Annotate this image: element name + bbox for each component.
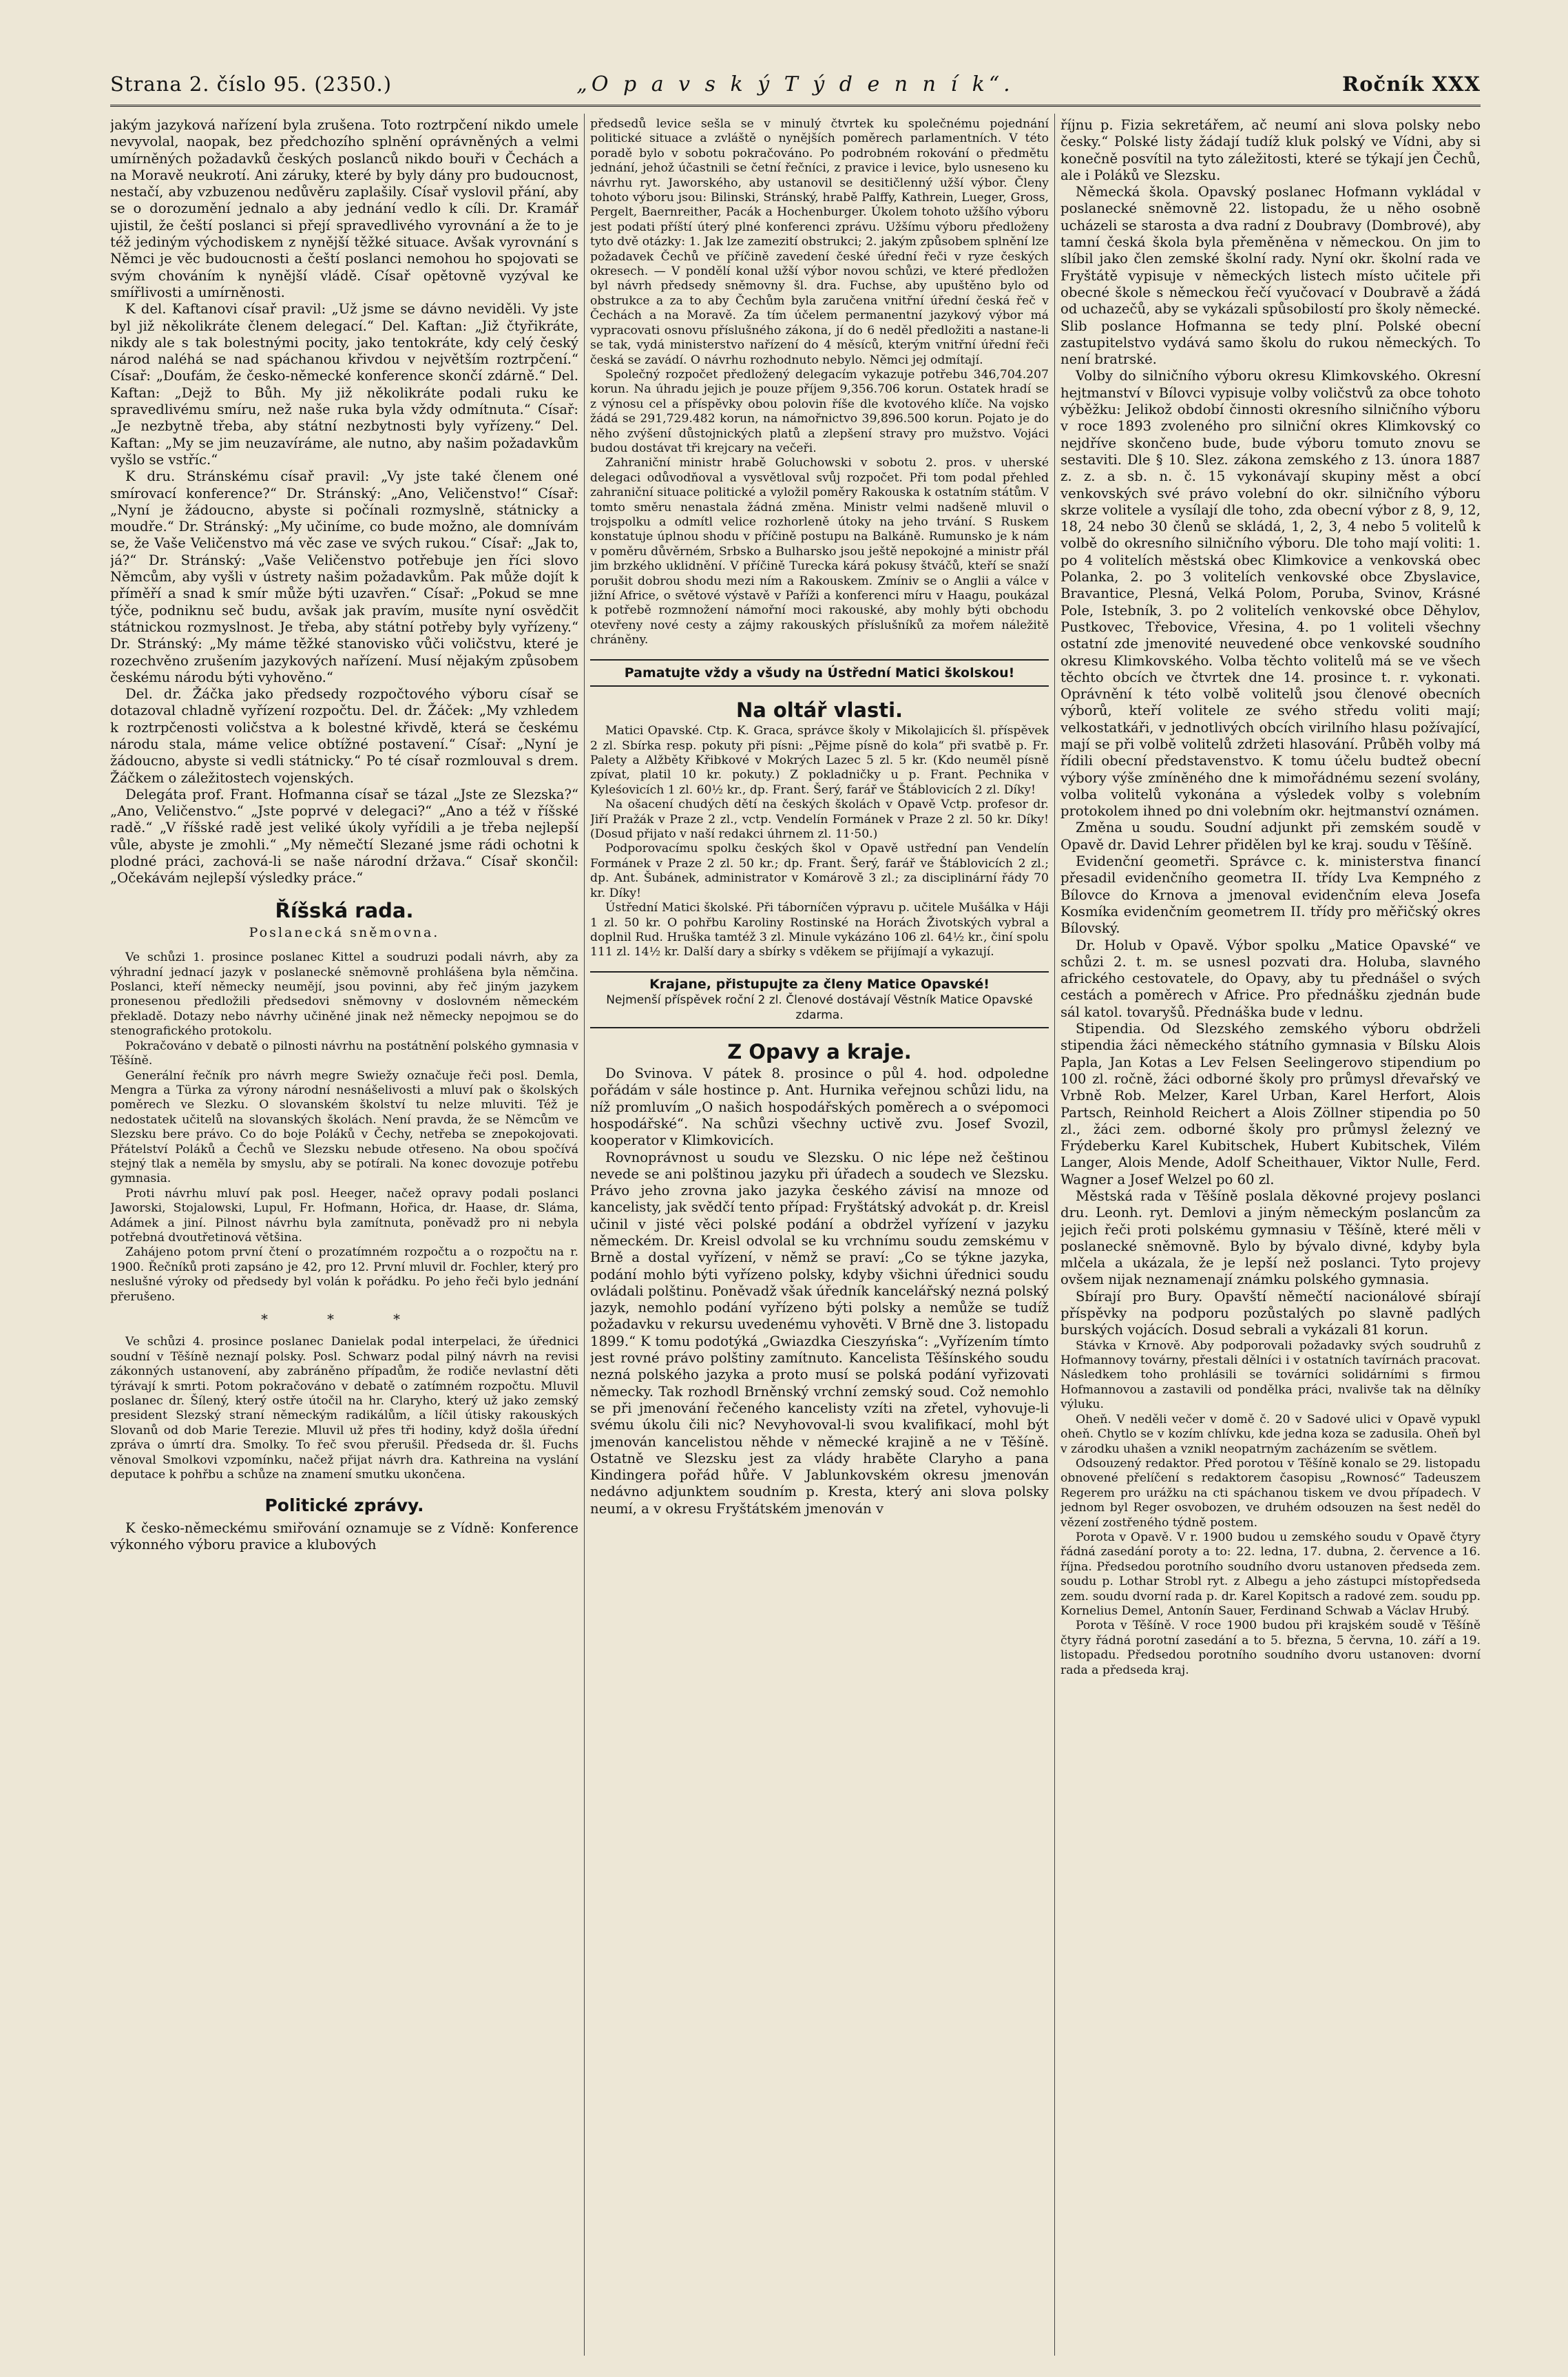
- paragraph: K del. Kaftanovi císař pravil: „Už jsme se dávno neviděli. Vy jste byl již několikráte členem delegací.“ Del. Kaftan: „Již čtyřikráte, nikdy ale s tak bolestnými pocity, jako tentokráte, kdy celý český národ naléhá se nad spáchanou křivdou v největším roztrpčení.“ Císař: „Doufám, že česko-německé konference skončí zdárně.“ Del. Kaftan: „Dejž to Bůh. My již několikráte podali ruku ke spravedlivému smíru, než naše ruka byla vždy odmítnuta.“ Císař: „Je nezbytně třeba, aby státní nezbytnosti byly vyřízeny.“ Del. Kaftan: „My se jim neuzavíráme, ale nutno, aby našim požadavkům vyšlo se vstříc.“: [110, 301, 578, 468]
- section-heading: Politické zprávy.: [264, 1495, 424, 1516]
- paragraph: Rovnoprávnost u soudu ve Slezsku. O nic lépe než češtinou nevede se ani polštinou jazyku při úřadech a soudech ve Slezsku. Právo jeho zrovna jako jazyka českého závisí na mnoze od kancelisty, jak svědčí tento případ: Fryštátský advokát p. dr. Kreisl učinil v jisté věci polské podání a obdržel vyřízení v jazyku německém. Dr. Kreisl odvolal se ku vrchnímu soudu zemskému v Brně a dostal vyřízení, v němž se praví: „Co se týkne jazyka, podání mohlo býti vyřízeno polsky, kdyby všichni úřednici soudu ovládali polštinu. Poněvadž však úředník kancelářský nezná polský jazyk, nemohlo podání vyřízeno býti polsky a nemůže se tudíž požadavku v rekursu uvedenému vyhověti. V Brně dne 3. listopadu 1899.“ K tomu podotýká „Gwiazdka Cieszyńska“: „Vyřízením tímto jest rovné právo polštiny zamítnuto. Kancelista Těšínského soudu nezná polského jazyka a proto musí se polská podání vyřizovati německy. Tak rozhodl Brněnský vrchní zemský soud. Což nemohlo se při jmenování řečeného kancelisty vzíti na zřetel, vyhovuje-li svému úkolu čili nic? Nevyhovoval-li svou kvalifikací, mohl být jmenován kancelistou něhde v německé krajině a ne v Těšíně. Ostatně ve Slezsku jest za vlády hraběte Claryho a pana Kindingera pořád hůře. V Jablunkovském okresu jmenován nedávno adjunktem soudním p. Kresta, který ani slova polsky neumí, a v okresu Fryštátském jmenován v: [590, 1149, 1049, 1517]
- paragraph: Proti návrhu mluví pak posl. Heeger, načež opravy podali poslanci Jaworski, Stojalowski, Lupul, Fr. Hofmann, Hořica, dr. Haase, dr. Sláma, Adámek a jiní. Pilnost návrhu byla zamítnuta, poněvadž pro ni nebyla potřebná dvoutřetinová většina.: [110, 1186, 578, 1245]
- section-heading: Říšská rada.: [275, 898, 414, 922]
- header-rule: [110, 105, 1481, 107]
- paragraph: K dru. Stránskému císař pravil: „Vy jste také členem oné smírovací konference?“ Dr. Stránský: „Ano, Veličenstvo!“ Císař: „Nyní je žádoucno, abyste si počínali rozmyslně, státnicky a moudře.“ Dr. Stránský: „My učiníme, co bude možno, ale domnívám se, že Vaše Veličenstvo má věc zase ve svých rukou.“ Císař: „Jak to, já?“ Dr. Stránský: „Vaše Veličenstvo potřebuje jen říci slovo Němcům, aby vyšli v ústrety našim požadavkům. Pak může dojít k příměří a snad k smír může býti uzavřen.“ Císař: „Pokud se mne týče, podniknu seč budu, avšak jak pravím, musíte nyní osvědčit státnickou rozmyslnost. Je třeba, aby státní potřeby byly vyřízeny.“ Dr. Stránský: „My máme těžké stanovisko vůči voličstvu, které je rozechvěno zrušením jazykových nařízení. Musí nějakým způsobem českému národu býti vyhověno.“: [110, 468, 578, 685]
- section-heading: Z Opavy a kraje.: [727, 1039, 912, 1063]
- notice-box: Pamatujte vždy a všudy na Ústřední Matici školskou!: [590, 659, 1049, 687]
- volume-number: Ročník XXX: [1342, 72, 1481, 96]
- newspaper-title: „O p a v s k ý T ý d e n n í k“.: [576, 72, 1014, 96]
- paragraph: Generální řečník pro návrh megre Swiežy označuje řeči posl. Demla, Mengra a Türka za výrony národní nesnášelivosti a mluví pak o školských poměrech ve Slezku. O slovanském školství tu nelze mluviti. Též je nedostatek učitelů na slovanských školách. Není pravda, že se Němcům ve Slezsku bere právo. Co do boje Poláků v Čechy, netřeba se znepokojovati. Přátelství Poláků a Čechů ve Slezsku nebude otřeseno. Na obou spočívá stejný tlak a neměla by smyslu, aby se potírali. Na konec dovozuje potřebu gymnasia.: [110, 1068, 578, 1186]
- paragraph: Stávka v Krnově. Aby podporovali požadavky svých soudruhů z Hofmannovy továrny, přestali dělníci i v ostatních tavírnách pracovat. Následkem toho prohlásili se továrníci solidárními s firmou Hofmannovou a zastavili od pondělka práci, nvalivše tak na dělníky výluku.: [1060, 1338, 1481, 1412]
- paragraph: Na ošacení chudých dětí na českých školách v Opavě Vctp. profesor dr. Jiří Pražák v Praze 2 zl., vctp. Vendelín Formánek v Praze 2 zl. 50 kr. Díky! (Dosud přijato v naší redakci úhrnem zl. 11·50.): [590, 798, 1049, 842]
- paragraph: Podporovacímu spolku českých škol v Opavě ustřední pan Vendelín Formánek v Praze 2 zl. 50 kr.; dp. Frant. Šerý, farář ve Štáblovicích 2 zl.; dp. Ant. Šubánek, administrator v Komárově 3 zl.; za disciplinární řády 70 kr. Díky!: [590, 842, 1049, 900]
- paragraph: Změna u soudu. Soudní adjunkt při zemském soudě v Opavě dr. David Lehrer přidělen byl ke kraj. soudu v Těšíně.: [1060, 820, 1481, 853]
- paragraph: Městská rada v Těšíně poslala děkovné projevy poslanci dru. Leonh. ryt. Demlovi a jiným německým poslancům za jejich řeči proti polskému gymnasiu v Těšíně, které měli v poslanecké sněmovně. Bylo by bývalo divné, kdyby byla mlčela a ukázala, že je lepší než poslanci. Tyto projevy ovšem nijak neznamenají známku polského gymnasia.: [1060, 1188, 1481, 1288]
- paragraph: Ve schůzi 4. prosince poslanec Danielak podal interpelaci, že úřednici soudní v Těšíně neznají polsky. Posl. Schwarz podal pilný návrh na revisi zákonných ustanovení, aby zabráněno případům, že rodiče nevlastní děti týrávají k smrti. Potom pokračováno v debatě o zatímném rozpočtu. Mluvil poslanec dr. Šílený, který ostře útočil na hr. Claryho, který už jako zemský president Slezský straní německým radikálům, a líčil útisky rakouských Slovanů od dob Marie Terezie. Mluvil už přes tři hodiny, když došla úřední zpráva o úmrtí dra. Smolky. To řeč svou přerušil. Předseda dr. šl. Fuchs věnoval Smolkovi vzpomínku, načež přijat návrh dra. Kathreina na vyslání deputace k pohřbu a schůze na znamení smutku ukončena.: [110, 1335, 578, 1482]
- column-3: [1060, 117, 1481, 2356]
- paragraph: Ústřední Matici školské. Při táborníčen výpravu p. učitele Mušálka v Háji 1 zl. 50 kr. O pohřbu Karoliny Rostinské na Horách Životských vybral a doplnil Rud. Hruška tamtéž 3 zl. Minule vykázáno 106 zl. 64½ kr., činí spolu 111 zl. 14½ kr. Další dary a sbírky s vděkem se přijímají a vykazují.: [590, 901, 1049, 959]
- separator-stars: * * *: [261, 1311, 428, 1327]
- paragraph: Stipendia. Od Slezského zemského výboru obdrželi stipendia žáci německého státního gymnasia v Bílsku Alois Papla, Jan Kotas a Lev Felsen Seelingerovo stipendium po 100 zl. ročně, žáci odborné školy pro průmysl dřevařský ve Vrbně Rob. Melzer, Karel Urban, Karel Herfort, Alois Partsch, Reinhold Reichert a Alois Zöllner stipendia po 50 zl., žáci zem. odborné školy pro průmysl železný ve Frýdeberku Karel Kubitschek, Hubert Kubitschek, Vilém Langer, Alois Mende, Adolf Scheithauer, Viktor Nulle, Ferd. Wagner a Josef Welzel po 60 zl.: [1060, 1021, 1481, 1187]
- paragraph: Del. dr. Žáčka jako předsedy rozpočtového výboru císař se dotazoval chladně vyřízení rozpočtu. Del. dr. Žáček: „My vzhledem k roztrpčenosti voličstva a k bolestné křivdě, která se českému národu stala, máme velice obtížné postavení.“ Císař: „Nyní je žádoucno, abyste si vedli státnicky.“ Po té císař rozmlouval s drem. Žáčkem o záležitostech vojenských.: [110, 686, 578, 786]
- paragraph: Společný rozpočet předložený delegacím vykazuje potřebu 346,704.207 korun. Na úhradu jejich je pouze příjem 9,356.706 korun. Ostatek hradí se z výnosu cel a příspěvky obou polovin říše dle kvotového klíče. Na vojsko žádá se 291,729.482 korun, na námořnictvo 39,896.500 korun. Pojato je do něho zvýšení důstojnických platů a zlepšení stravy pro mužstvo. Vojáci budou dostávat tři krejcary na večeři.: [590, 367, 1049, 455]
- paragraph: Odsouzený redaktor. Před porotou v Těšíně konalo se 29. listopadu obnovené přelíčení s redaktorem časopisu „Rownosć“ Tadeuszem Regerem pro urážku na cti spáchanou tiskem ve dvou případech. V jednom byl Reger osvobozen, ve druhém odsouzen na šest neděl do vězení zostřeného týdně postem.: [1060, 1456, 1481, 1530]
- paragraph: Volby do silničního výboru okresu Klimkovského. Okresní hejtmanství v Bílovci vypisuje volby voličstvů za obce tohoto výběžku: Jelikož období činnosti okresního silničního výboru v roce 1893 zvoleného pro silniční okres Klimkovský co nejdříve skončeno bude, bude výboru tomuto znovu se sestaviti. Dle § 10. Slez. zákona zemského z 13. února 1887 z. z. a sb. n. č. 15 vykonávají skupiny měst a obcí venkovských své právo volební do okr. silničního výboru skrze volitele a vysílají dle toho, zda obecní výbor z 8, 9, 12, 18, 24 nebo 30 členů se skládá, 1, 2, 3, 4 nebo 5 volitelů k volbě do okresního silničního výboru. Dle toho mají voliti: 1. po 4 volitelích městská obec Klimkovice a venkovská obec Polanka, 2. po 3 volitelích venkovské obce Zbyslavice, Bravantice, Plesná, Velká Polom, Poruba, Svinov, Krásné Pole, Istebník, 3. po 2 volitelích venkovské obce Děhylov, Pustkovec, Třebovice, Vřesina, 4. po 1 voliteli všechny ostatní zde jmenovité neuvedené obce venkovské soudního okresu Klimkovského. Volba těchto volitelů má se ve všech těchto obcích ve čtvrtek dne 14. prosince t. r. vykonati. Oprávnění k této volbě volitelů jsou členové obecních výborů, kteří volitele ze svého středu voliti mají; velkostatkáři, v jednotlivých obcích virilního hlasu požívající, mají se při volbě volitelů zdržeti hlasování. Průběh volby má řídili obecní představenstvo. K tomu účelu budtež obecní výbory výše zmíněného dne k mimořádnému sezení svolány, volba volitelů vykonána a výsledek volby s volebním protokolem ihned po dni volebním okr. hejtmanství oznámen.: [1060, 368, 1481, 820]
- section-heading: Na oltář vlasti.: [735, 698, 903, 722]
- paragraph: Evidenční geometři. Správce c. k. ministerstva financí přesadil evidenčního geometra II. třídy Lva Kempného z Bílovce do Krnova a jmenoval evidenčním eleva Josefa Kosmíka evidenčním geometrem II. třídy pro měřičský okres Bílovský.: [1060, 853, 1481, 937]
- paragraph: Německá škola. Opavský poslanec Hofmann vykládal v poslanecké sněmovně 22. listopadu, že u něho osobně ucházeli se starosta a dva radní z Doubravy (Dombrové), aby tamní česká škola byla přeměněna v německou. On jim to slíbil jako člen zemské školní rady. Nyní okr. školní rada ve Fryštátě vypisuje v německých listech místo učitele při obecné škole s německou řečí vyučovací v Doubravě a žádá od uchazečů, aby se vykázali spůsobilostí pro školy německé. Slib poslance Hofmanna se tedy plní. Polské obecní zastupitelstvo vydává samo školu do rukou německých. To není bratrské.: [1060, 184, 1481, 368]
- page-header: [110, 72, 1481, 105]
- page-number: Strana 2. číslo 95. (2350.): [110, 72, 393, 96]
- membership-notice: [590, 971, 1049, 1028]
- paragraph: říjnu p. Fizia sekretářem, ač neumí ani slova polsky nebo česky.“ Polské listy žádají tudíž kluk polský ve Vídni, aby si konečně posvítil na tyto záležitosti, které se týkají jen Čechů, ale i Poláků ve Slezsku.: [1060, 117, 1481, 183]
- paragraph: jakým jazyková nařízení byla zrušena. Toto roztrpčení nikdo umele nevyvolal, naopak, bez předchozího splnění oprávněných a velmi umírněných požadavků českých poslanců nikdo bouři v Čechách a na Moravě neukrotí. Ani záruky, které by byly dány pro budoucnost, nestačí, aby vzbuzenou nedůvěru zaplašily. Císař vyslovil přání, aby se o dorozumění jednalo a aby jednání vedlo k cíli. Dr. Kramář ujistil, že čeští poslanci si přejí spravedlivého vyrovnání a že to je též jediným východiskem z nynější těžké situace. Avšak vyrovnání s Němci je věc budoucnosti a čeští poslanci nemohou ho spojovati se svým chováním k nynější vládě. Císař opětovně vyzýval ke smířlivosti a umírněnosti.: [110, 117, 578, 300]
- paragraph: Porota v Těšíně. V roce 1900 budou při krajském soudě v Těšíně čtyry řádná porotní zasedání a to 5. března, 5 června, 10. září a 19. listopadu. Předsedou porotního soudního dvoru ustanoven: dvorní rada a předseda kraj.: [1060, 1619, 1481, 1677]
- paragraph: Zahraniční ministr hrabě Goluchowski v sobotu 2. pros. v uherské delegaci odůvodňoval a vysvětloval svůj rozpočet. Při tom podal přehled zahraniční situace politické a vyložil poměry Rakouska k ostatním státům. V tomto směru nenastala žádná změna. Ministr velmi nadšeně mluvil o trojspolku a odmítl velice rozhorleně útoky na jeho trvání. S Ruskem konstatuje úplnou shodu v příčině postupu na Balkáně. Rumunsko je k nám v poměru důvěrném, Srbsko a Bulharsko jsou ještě nepokojné a ministr přál jim brzkého uklidnění. V příčině Turecka kárá pokusy štváčů, kteří se snaží porušit dobrou shodu mezi ním a Rakouskem. Zmíniv se o Anglii a válce v jižní Africe, o světové výstavě v Paříži a konferenci míru v Haagu, poukázal k potřebě rozmnožení námořní moci rakouské, aby mohly býti obchodu otevřeny nové cesty a zájmy rakouských příslušníků za mořem náležitě chráněny.: [590, 456, 1049, 647]
- column-1: [110, 117, 578, 2356]
- paragraph: Do Svinova. V pátek 8. prosince o půl 4. hod. odpoledne pořádám v sále hostince p. Ant. Hurnika veřejnou schůzi lidu, na níž promluvím „O našich hospodářských poměrech a o svépomoci hospodářské“. Na schůzi všechny uctivě zvu. Josef Svozil, kooperator v Klimkovicích.: [590, 1066, 1049, 1149]
- paragraph: Dr. Holub v Opavě. Výbor spolku „Matice Opavské“ ve schůzi 2. t. m. se usnesl pozvati dra. Holuba, slavného afrického cestovatele, do Opavy, aby tu přednášel o svých cestách a poměrech v Africe. Pro přednášku zjednán bude sál katol. tovaryšů. Přednáška bude v lednu.: [1060, 937, 1481, 1020]
- paragraph: Zahájeno potom první čtení o prozatímném rozpočtu a o rozpočtu na r. 1900. Řečníků proti zapsáno je 42, pro 12. První mluvil dr. Fochler, který pro neslušné výroky od předsedy byl volán k pořádku. Po jeho řeči bylo jednání přerušeno.: [110, 1245, 578, 1304]
- column-divider: [1054, 114, 1055, 2356]
- paragraph: Sbírají pro Bury. Opavští němečtí nacionálové sbírají příspěvky na podporu pozůstalých po slavně padlých burských vojácích. Dosud sebrali a vykázali 81 korun.: [1060, 1288, 1481, 1338]
- column-divider: [584, 114, 585, 2356]
- paragraph: Ve schůzi 1. prosince poslanec Kittel a soudruzi podali návrh, aby za výhradní jednací jazyk v poslanecké sněmovně prohlášena byla němčina. Poslanci, kteří německy neumějí, jsou povinni, aby řeč jiným jazykem pronesenou předložili předsedovi sněmovny v doslovném německém překladě. Dotazy nebo návrhy učiněné jinak než německy nepojmou se do stenografického protokolu.: [110, 951, 578, 1039]
- paragraph: Porota v Opavě. V r. 1900 budou u zemského soudu v Opavě čtyry řádná zasedání poroty a to: 22. ledna, 17. dubna, 2. července a 16. října. Předsedou porotního soudního dvoru ustanoven předseda zem. soudu p. Lothar Strobl ryt. z Albegu a jeho zástupci místopředseda zem. soudu dvorní rada p. dr. Karel Kopitsch a radové zem. soudu pp. Kornelius Demel, Antonín Sauer, Ferdinand Schwab a Václav Hrubý.: [1060, 1530, 1481, 1618]
- paragraph: Oheň. V neděli večer v domě č. 20 v Sadové ulici v Opavě vypukl oheň. Chytlo se v kozím chlívku, kde jedna koza se zadusila. Oheň byl v zárodku uhašen a vznikl neopatrným zacházením se světlem.: [1060, 1412, 1481, 1456]
- paragraph: K česko-německému smiřování oznamuje se z Vídně: Konference výkonného výboru pravice a klubových: [110, 1519, 578, 1553]
- paragraph: Pokračováno v debatě o pilnosti návrhu na postátnění polského gymnasia v Těšíně.: [110, 1039, 578, 1068]
- paragraph: předsedů levice sešla se v minulý čtvrtek ku společnému pojednání politické situace a zvláště o nynějších poměrech parlamentních. V této poradě bylo v sobotu pokračováno. Po podrobném rokování o předmětu jednání, jehož účastnili se četní řečníci, z pravice i levice, bylo usneseno ku návrhu ryt. Jaworského, aby ustanovil se desitičlenný užší výbor. Členy tohoto výboru jsou: Bilinski, Stránský, hrabě Palffy, Kathrein, Lueger, Gross, Pergelt, Baernreither, Pacák a Hochenburger. Úkolem tohoto užšího výboru jest podati příští úterý plné konferenci zprávu. Užšímu výboru předloženy tyto dvě otázky: 1. Jak lze zamezití obstrukci; 2. jakým způsobem splnění lze požadavek Čechů ve příčině zavedení české úřední řeči v ryze českých okresech. — V pondělí konal užší výbor novou schůzi, ve které předložen byl návrh předsedy sněmovny šl. dra. Fuchse, aby upuštěno bylo od obstrukce a za to aby Čechům byla zaručena vnitřní úřední česká řeč v Čechách a na Moravě. Za tím účelem permanentní jazykový výbor má vypracovati osnovu příslušného zákona, jí do 6 neděl předložiti a nastane-li se tak, vydá ministerstvo nařízení do 4 měsíců, kterým vnitřní úřední řeči česká se zavádí. O návrhu rozhodnuto nebylo. Němci jej odmítají.: [590, 117, 1049, 367]
- notice-text: Nejmenší příspěvek roční 2 zl. Členové dostávají Věstník Matice Opavské zdarma.: [606, 993, 1033, 1022]
- section-subheading: Poslanecká sněmovna.: [249, 924, 440, 940]
- notice-title: Krajane, přistupujte za členy Matice Opavské!: [649, 976, 990, 992]
- column-2: [590, 117, 1049, 2356]
- paragraph: Delegáta prof. Frant. Hofmanna císař se tázal „Jste ze Slezska?“ „Ano, Veličenstvo.“ „Jste poprvé v delegaci?“ „Ano a též v říšské radě.“ „V říšské radě jest veliké úkoly vyřídili a je třeba nejlepší vůle, abyste je zmohli.“ „My němečtí Slezané jsme rádi ochotni k plodné práci, zachová-li se naše národní država.“ Císař skončil: „Očekávám nejlepší výsledky práce.“: [110, 786, 578, 886]
- paragraph: Matici Opavské. Ctp. K. Graca, správce školy v Mikolajicích šl. příspěvek 2 zl. Sbírka resp. pokuty při písni: „Pějme písně do kola“ při svatbě p. Fr. Palety a Alžběty Křibkové v Mokrých Lazec 5 zl. 5 kr. (Kdo neuměl písně zpívat, platil 10 kr. pokuty.) Z pokladničky u p. Frant. Pechnika v Kyleśovicích 1 zl. 60½ kr., dp. Frant. Šerý, farář ve Štáblovicích 2 zl. Díky!: [590, 724, 1049, 797]
